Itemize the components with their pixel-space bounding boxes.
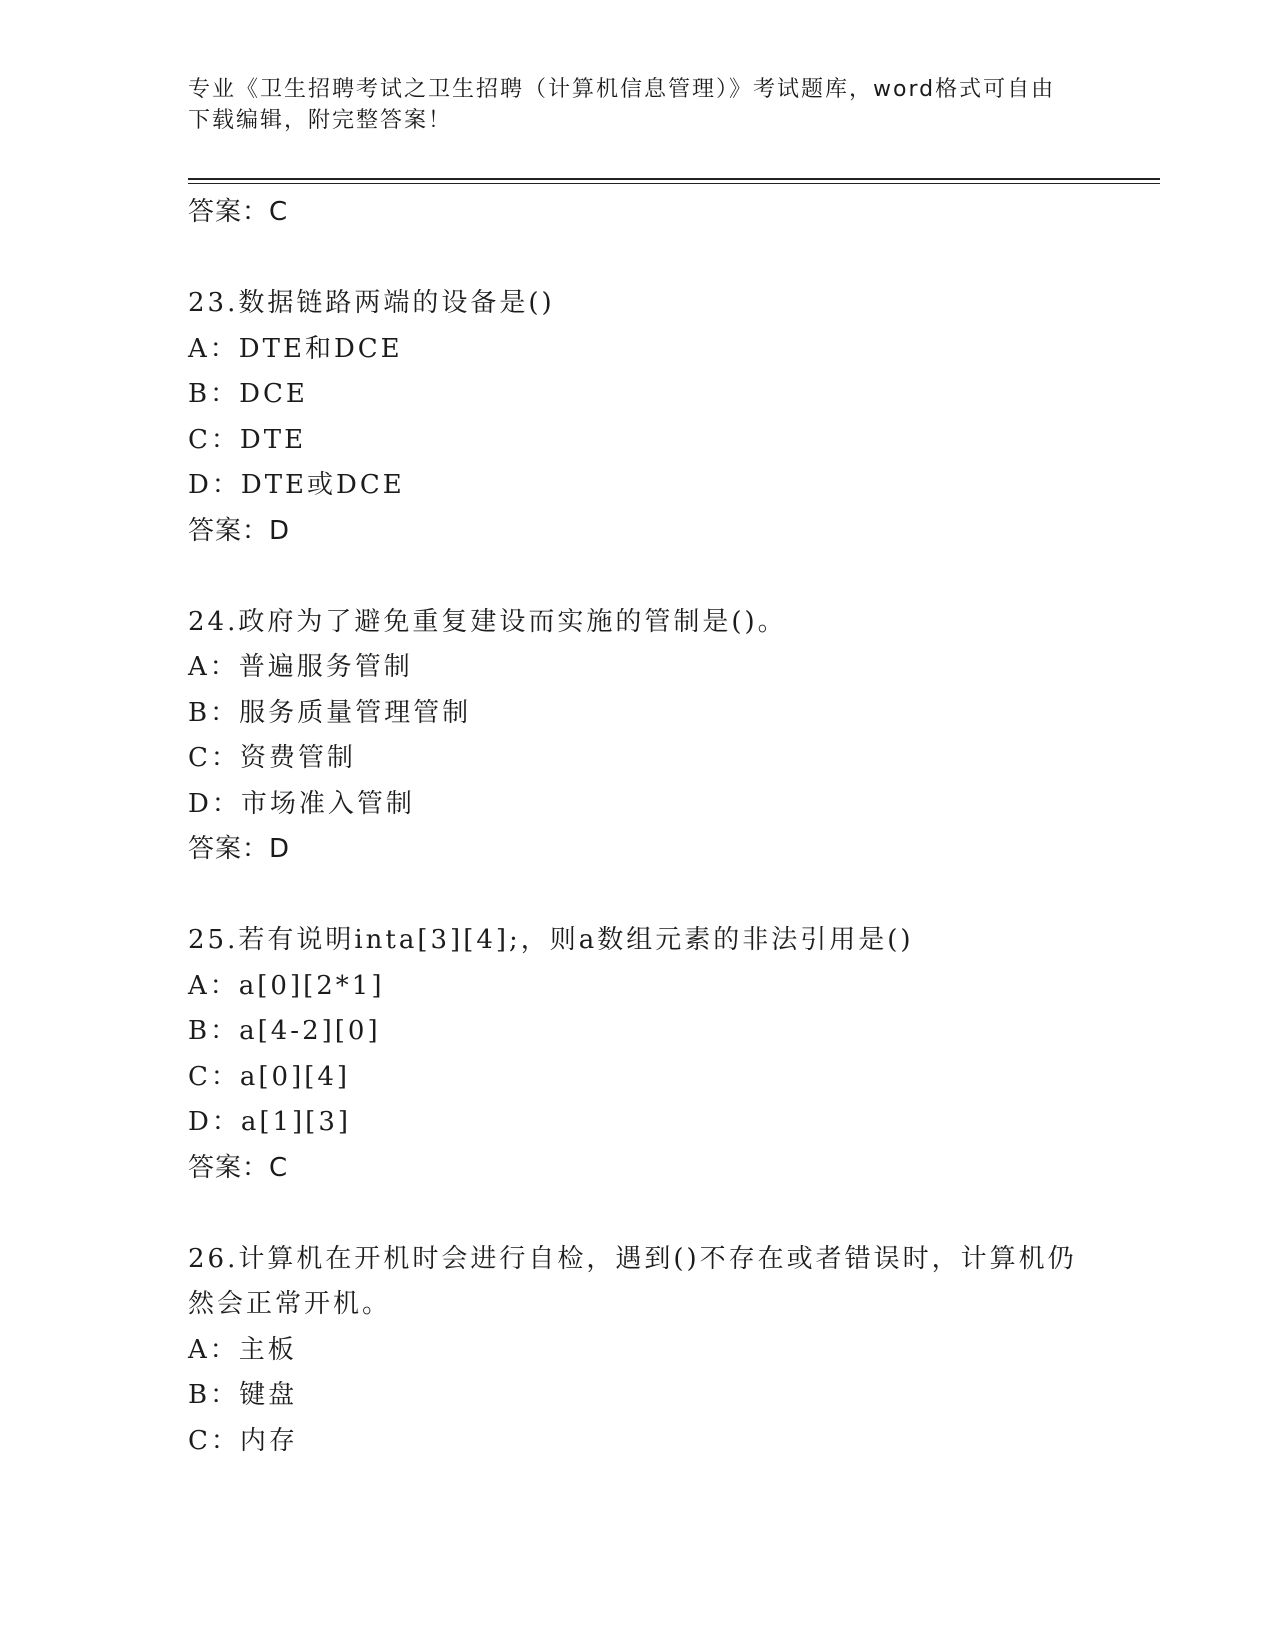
- option-c: C：a[0][4]: [188, 1061, 351, 1092]
- header-divider-thin: [188, 183, 1160, 184]
- question-block: [188, 281, 1088, 554]
- option-a: A：主板: [188, 1334, 297, 1365]
- option-d: D：DTE或DCE: [188, 470, 405, 500]
- document-header-intro: 专业《卫生招聘考试之卫生招聘（计算机信息管理）》考试题库，word格式可自由下载编辑，附完整答案！: [188, 77, 1056, 133]
- question-title: 25.若有说明inta[3][4];，则a数组元素的非法引用是(): [188, 925, 914, 955]
- question-list: [188, 190, 1088, 1464]
- document-page: [188, 0, 1148, 1650]
- answer-line: 答案：D: [188, 515, 291, 546]
- answer-line: 答案：D: [188, 834, 291, 864]
- question-block: [188, 600, 1088, 873]
- question-title: 24.政府为了避免重复建设而实施的管制是()。: [188, 606, 787, 637]
- option-b: B：服务质量管理管制: [188, 697, 472, 728]
- header-divider-thick: [188, 178, 1160, 180]
- answer-line: 答案：C: [188, 1152, 289, 1183]
- option-c: C：内存: [188, 1425, 298, 1456]
- option-b: B：a[4-2][0]: [188, 1016, 381, 1046]
- option-c: C：DTE: [188, 424, 307, 455]
- option-d: D：市场准入管制: [188, 788, 415, 819]
- option-a: A：a[0][2*1]: [188, 970, 385, 1001]
- question-block: [188, 1237, 1088, 1465]
- question-title: 26.计算机在开机时会进行自检，遇到()不存在或者错误时，计算机仍然会正常开机。: [188, 1243, 1077, 1319]
- question-block: [188, 918, 1088, 1191]
- question-title: 23.数据链路两端的设备是(): [188, 288, 555, 318]
- option-b: B：DCE: [188, 379, 308, 409]
- option-b: B：键盘: [188, 1380, 298, 1410]
- answer-line: 答案：C: [188, 197, 289, 227]
- option-a: A：普遍服务管制: [188, 652, 413, 682]
- option-a: A：DTE和DCE: [188, 333, 403, 364]
- option-c: C：资费管制: [188, 743, 356, 773]
- option-d: D：a[1][3]: [188, 1107, 352, 1137]
